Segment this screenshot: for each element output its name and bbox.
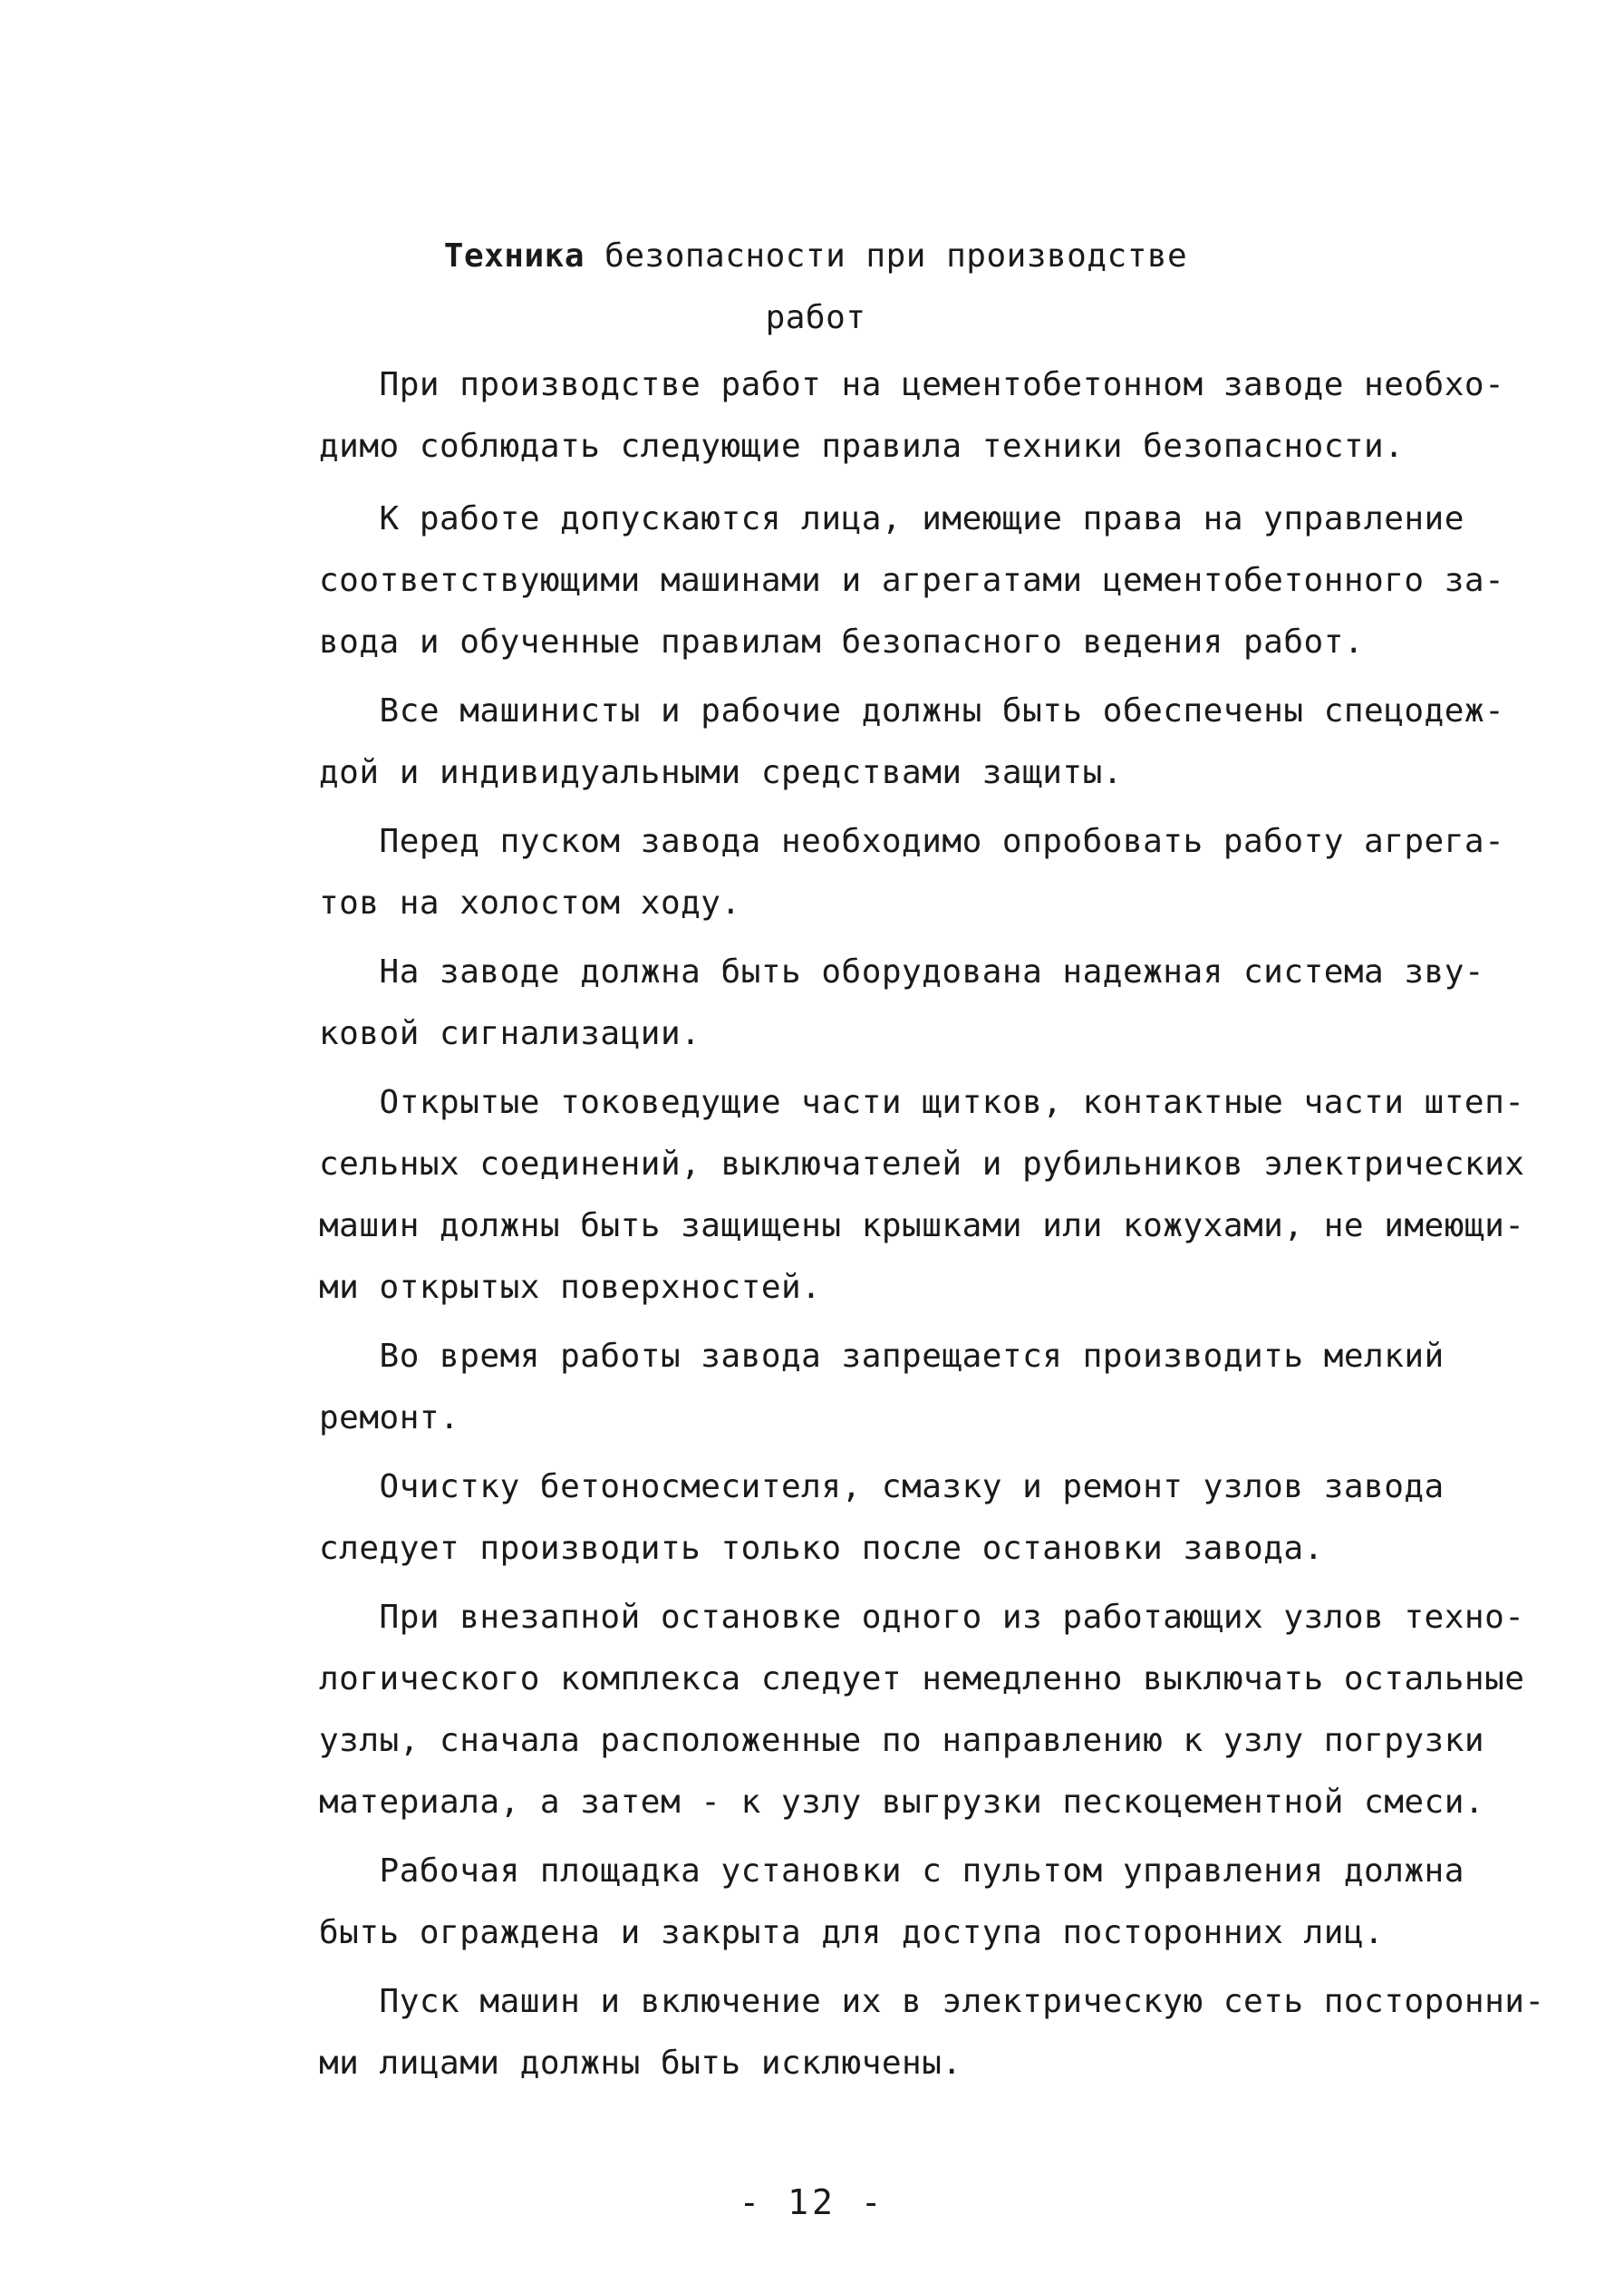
text-line: Во время работы завода запрещается производить мелкий <box>319 1338 1445 1375</box>
text-line: Перед пуском завода необходимо опробовать работу агрега- <box>319 823 1505 860</box>
text-line: вода и обученные правилам безопасного ведения работ. <box>319 624 1365 661</box>
text-line: следует производить только после остановки завода. <box>319 1530 1324 1567</box>
text-line: ми лицами должны быть исключены. <box>319 2045 962 2082</box>
text-line: К работе допускаются лица, имеющие права на управление <box>319 500 1464 537</box>
text-line: сельных соединений, выключателей и рубильников электрических <box>319 1146 1525 1183</box>
text-line: При внезапной остановке одного из работающих узлов техно- <box>319 1599 1525 1636</box>
text-line: Все машинисты и рабочие должны быть обеспечены спецодеж- <box>319 692 1505 730</box>
text-line: При производстве работ на цементобетонном заводе необхо- <box>319 366 1505 403</box>
text-line: дой и индивидуальными средствами защиты. <box>319 754 1123 791</box>
text-line: узлы, сначала расположенные по направлению к узлу погрузки <box>319 1722 1485 1759</box>
text-line: тов на холостом ходу. <box>319 885 741 922</box>
text-line: Рабочая площадка установки с пультом управления должна <box>319 1852 1464 1890</box>
text-line: ковой сигнализации. <box>319 1015 701 1052</box>
text-line: материала, а затем - к узлу выгрузки пескоцементной смеси. <box>319 1784 1485 1821</box>
text-line: соответствующими машинами и агрегатами цементобетонного за- <box>319 562 1505 599</box>
text-line: Пуск машин и включение их в электрическую сеть посторонни- <box>319 1983 1545 2020</box>
title-rest: безопасности при производстве <box>585 237 1188 275</box>
text-line: На заводе должна быть оборудована надежная система зву- <box>319 953 1485 991</box>
text-line: Открытые токоведущие части щитков, контактные части штеп- <box>319 1084 1525 1121</box>
text-line: Очистку бетоносмесителя, смазку и ремонт узлов завода <box>319 1468 1445 1505</box>
text-line: ремонт. <box>319 1399 460 1436</box>
text-line: машин должны быть защищены крышками или кожухами, не имеющи- <box>319 1207 1525 1244</box>
text-line: быть ограждена и закрыта для доступа посторонних лиц. <box>319 1914 1385 1951</box>
page-title <box>326 237 1305 275</box>
text-line: ми открытых поверхностей. <box>319 1269 822 1306</box>
page-number: - 12 - <box>739 2182 885 2222</box>
page-title-continued: работ <box>765 299 866 336</box>
text-line: логического комплекса следует немедленно выключать остальные <box>319 1660 1525 1697</box>
text-line: димо соблюдать следующие правила техники безопасности. <box>319 428 1405 465</box>
title-bold-word: Техника <box>443 237 585 275</box>
